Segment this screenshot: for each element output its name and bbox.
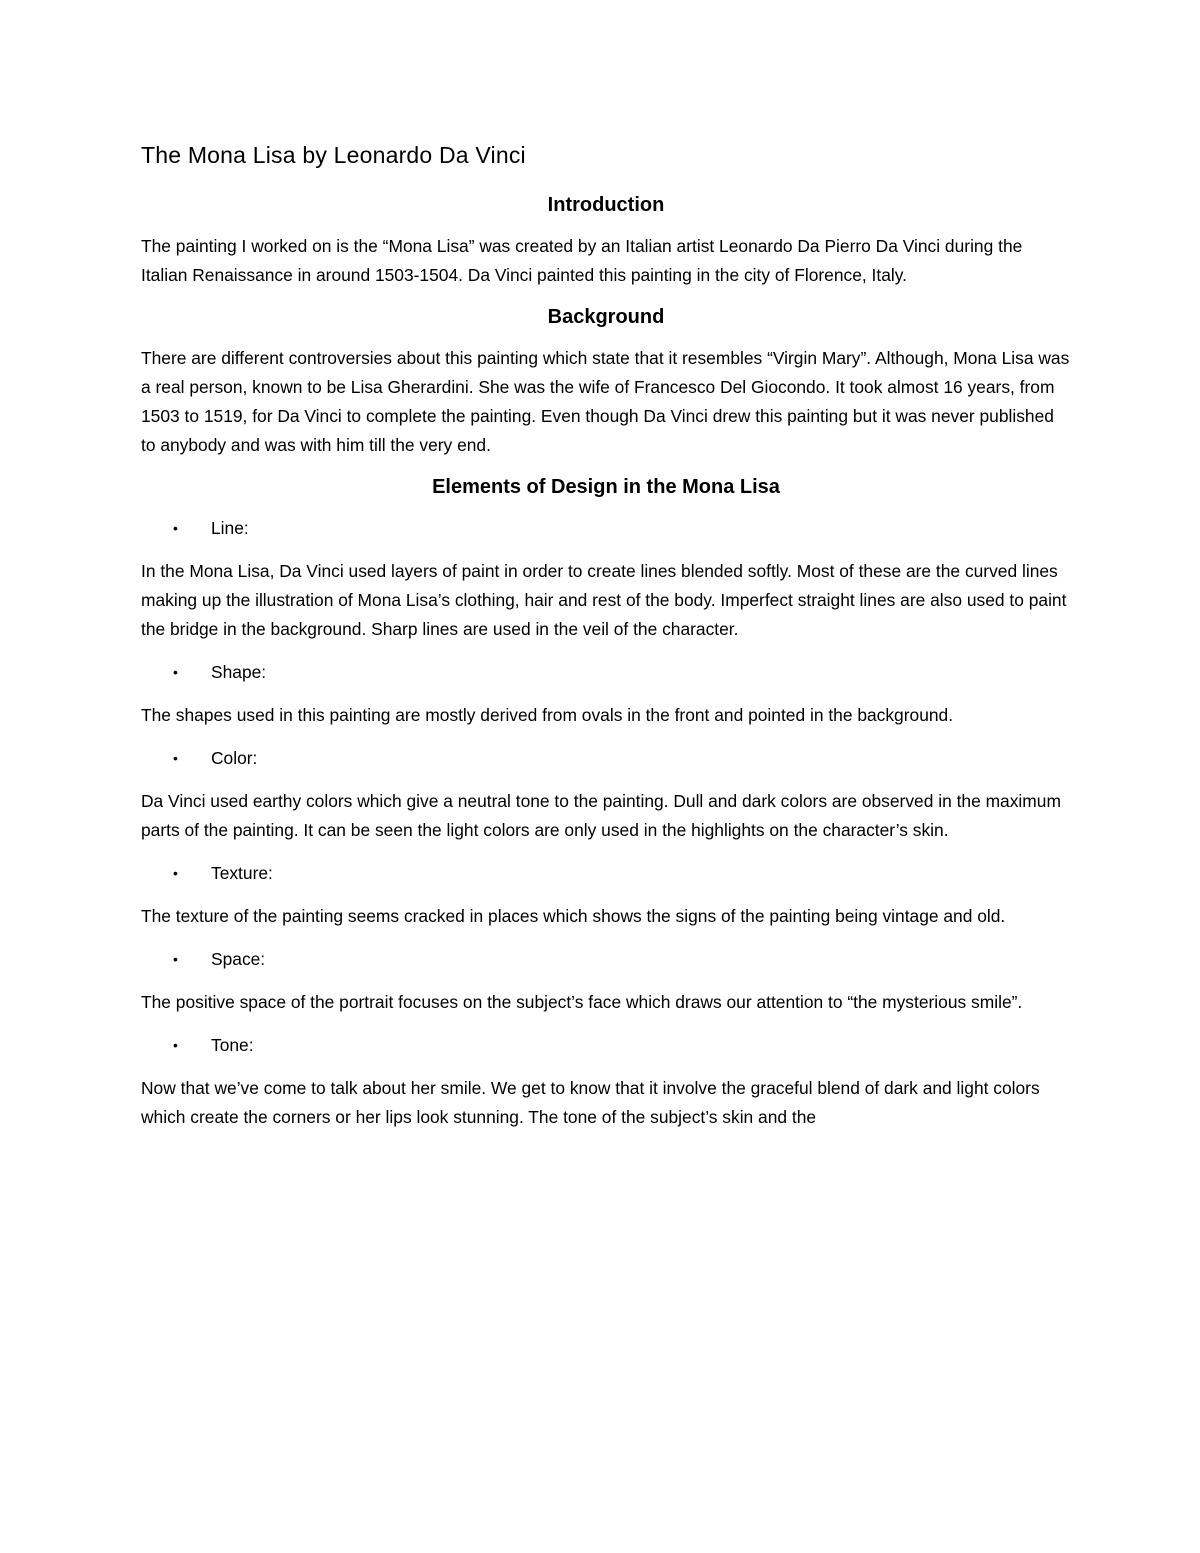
bullet-icon: • [173, 951, 178, 967]
introduction-paragraph: The painting I worked on is the “Mona Lisa” was created by an Italian artist Leonardo Da Pierro Da Vinci during the Italian Renaissance in around 1503-1504. Da Vinci painted this painting in the city of Florence, Italy. [141, 236, 1023, 285]
line-paragraph: In the Mona Lisa, Da Vinci used layers of paint in order to create lines blended softly. Most of these are the curved lines making up the illustration of Mona Lisa’s clothing, hair and rest of the body. Imperfect straight lines are also used to paint the bridge in the background. Sharp lines are used in the veil of the character. [141, 561, 1067, 639]
texture-paragraph: The texture of the painting seems cracked in places which shows the signs of the painting being vintage and old. [141, 906, 1006, 926]
bullet-label: Tone: [211, 1035, 254, 1055]
bullet-item-texture [141, 859, 1071, 888]
bullet-icon: • [173, 750, 178, 766]
bullet-item-line [141, 514, 1071, 543]
bullet-label: Space: [211, 949, 266, 969]
bullet-icon: • [173, 520, 178, 536]
bullet-icon: • [173, 1037, 178, 1053]
elements-heading: Elements of Design in the Mona Lisa [432, 476, 780, 498]
bullet-label: Color: [211, 748, 258, 768]
bullet-label: Line: [211, 518, 249, 538]
background-paragraph: There are different controversies about this painting which state that it resembles “Virgin Mary”. Although, Mona Lisa was a real person, known to be Lisa Gherardini. She was the wife of Francesco Del Giocondo. It took almost 16 years, from 1503 to 1519, for Da Vinci to complete the painting. Even though Da Vinci drew this painting but it was never published to anybody and was with him till the very end. [141, 348, 1070, 455]
bullet-icon: • [173, 865, 178, 881]
document-title: The Mona Lisa by Leonardo Da Vinci [141, 142, 526, 168]
introduction-heading: Introduction [547, 194, 665, 216]
bullet-label: Shape: [211, 662, 267, 682]
background-heading: Background [547, 306, 665, 328]
shape-paragraph: The shapes used in this painting are mostly derived from ovals in the front and pointed in the background. [141, 705, 954, 725]
color-paragraph: Da Vinci used earthy colors which give a neutral tone to the painting. Dull and dark colors are observed in the maximum parts of the painting. It can be seen the light colors are only used in the highlights on the character’s skin. [141, 791, 1061, 840]
document-content [141, 140, 1071, 1146]
bullet-item-color [141, 744, 1071, 773]
bullet-label: Texture: [211, 863, 273, 883]
tone-paragraph: Now that we’ve come to talk about her smile. We get to know that it involve the graceful blend of dark and light colors which create the corners or her lips look stunning. The tone of the subject’s skin and the [141, 1078, 1040, 1127]
bullet-item-tone [141, 1031, 1071, 1060]
bullet-item-shape [141, 658, 1071, 687]
bullet-icon: • [173, 664, 178, 680]
space-paragraph: The positive space of the portrait focuses on the subject’s face which draws our attention to “the mysterious smile”. [141, 992, 1023, 1012]
bullet-item-space [141, 945, 1071, 974]
